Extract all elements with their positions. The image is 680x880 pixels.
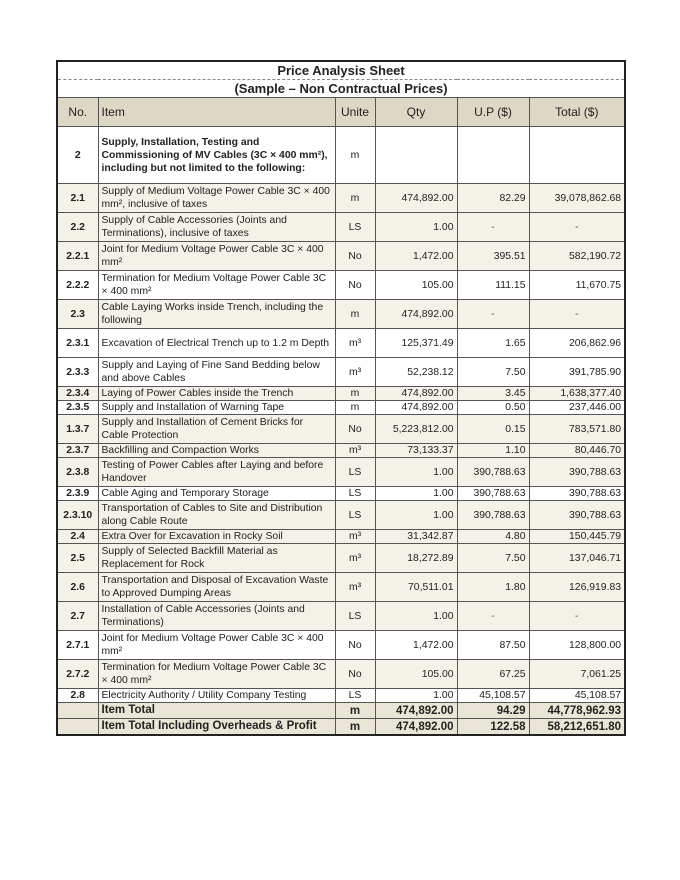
row-unit: No [335,415,375,444]
row-total: 45,108.57 [529,689,625,703]
row-qty: 105.00 [375,271,457,300]
row-total: 390,788.63 [529,487,625,501]
row-unit: LS [335,487,375,501]
row-unit-price: 111.15 [457,271,529,300]
table-row [57,689,625,703]
row-item: Supply and Installation of Warning Tape [98,401,335,415]
row-item: Transportation of Cables to Site and Distribution along Cable Route [98,501,335,530]
row-qty: 1.00 [375,689,457,703]
row-unit-price: 87.50 [457,631,529,660]
row-unit: m³ [335,444,375,458]
row-qty: 474,892.00 [375,300,457,329]
row-unit-price: - [457,213,529,242]
table-row [57,458,625,487]
row-total: 237,446.00 [529,401,625,415]
price-analysis-sheet [56,60,624,736]
item-total-row [57,703,625,719]
total-blank-cell [57,703,98,719]
table-row [57,415,625,444]
table-row [57,242,625,271]
row-no: 2.7.2 [57,660,98,689]
col-header-total: Total ($) [529,98,625,127]
row-unit-price: 0.15 [457,415,529,444]
table-row [57,271,625,300]
table-row [57,660,625,689]
row-qty: 105.00 [375,660,457,689]
table-row [57,387,625,401]
row-no: 2.3.1 [57,329,98,358]
table-row [57,329,625,358]
row-total: 206,862.96 [529,329,625,358]
row-item: Termination for Medium Voltage Power Cable 3C × 400 mm² [98,660,335,689]
row-item: Extra Over for Excavation in Rocky Soil [98,530,335,544]
row-qty: 1.00 [375,602,457,631]
row-unit: No [335,660,375,689]
row-item: Excavation of Electrical Trench up to 1.2 m Depth [98,329,335,358]
row-no: 2.3.5 [57,401,98,415]
row-qty: 73,133.37 [375,444,457,458]
table-row [57,127,625,184]
row-total: 582,190.72 [529,242,625,271]
row-qty: 70,511.01 [375,573,457,602]
row-no: 2.3.7 [57,444,98,458]
row-unit: m [335,184,375,213]
total-amount: 44,778,962.93 [529,703,625,719]
row-unit-price: - [457,602,529,631]
row-qty: 31,342.87 [375,530,457,544]
row-total: 391,785.90 [529,358,625,387]
table-row [57,184,625,213]
row-qty: 18,272.89 [375,544,457,573]
row-unit: LS [335,501,375,530]
col-header-no: No. [57,98,98,127]
row-unit-price [457,127,529,184]
row-item: Supply and Installation of Cement Bricks for Cable Protection [98,415,335,444]
row-no: 2.8 [57,689,98,703]
row-no: 1.3.7 [57,415,98,444]
row-qty: 5,223,812.00 [375,415,457,444]
row-qty: 474,892.00 [375,401,457,415]
row-unit: m [335,387,375,401]
col-header-item: Item [98,98,335,127]
row-no: 2.5 [57,544,98,573]
total-label: Item Total [98,703,335,719]
table-row [57,401,625,415]
row-item: Cable Laying Works inside Trench, including the following [98,300,335,329]
row-unit-price: 395.51 [457,242,529,271]
row-qty: 1.00 [375,458,457,487]
row-unit-price: 45,108.57 [457,689,529,703]
row-qty: 1.00 [375,501,457,530]
row-total: 137,046.71 [529,544,625,573]
row-qty: 125,371.49 [375,329,457,358]
row-qty: 1,472.00 [375,242,457,271]
row-unit: m³ [335,358,375,387]
row-qty: 1,472.00 [375,631,457,660]
row-unit-price: 7.50 [457,544,529,573]
row-item: Joint for Medium Voltage Power Cable 3C × 400 mm² [98,631,335,660]
row-item: Supply of Selected Backfill Material as Replacement for Rock [98,544,335,573]
row-unit-price: 1.65 [457,329,529,358]
table-row [57,530,625,544]
price-table [56,60,626,736]
table-row [57,300,625,329]
row-item: Supply of Cable Accessories (Joints and Terminations), inclusive of taxes [98,213,335,242]
table-row [57,213,625,242]
grand-total-row [57,719,625,736]
row-unit-price: 1.80 [457,573,529,602]
col-header-qty: Qty [375,98,457,127]
row-unit: LS [335,689,375,703]
row-unit-price: 390,788.63 [457,487,529,501]
row-no: 2.3.8 [57,458,98,487]
row-unit: m³ [335,329,375,358]
row-no: 2.2 [57,213,98,242]
row-qty [375,127,457,184]
row-no: 2.2.2 [57,271,98,300]
row-item: Cable Aging and Temporary Storage [98,487,335,501]
row-total: 7,061.25 [529,660,625,689]
row-total: - [529,300,625,329]
row-unit: No [335,631,375,660]
table-row [57,602,625,631]
row-item: Supply of Medium Voltage Power Cable 3C × 400 mm², inclusive of taxes [98,184,335,213]
row-qty: 474,892.00 [375,184,457,213]
row-no: 2.6 [57,573,98,602]
row-unit: m³ [335,573,375,602]
table-row [57,444,625,458]
row-item: Electricity Authority / Utility Company Testing [98,689,335,703]
row-item: Laying of Power Cables inside the Trench [98,387,335,401]
total-qty: 474,892.00 [375,719,457,736]
row-unit: m³ [335,544,375,573]
row-total: 1,638,377.40 [529,387,625,401]
row-item: Transportation and Disposal of Excavation Waste to Approved Dumping Areas [98,573,335,602]
total-blank-cell [57,719,98,736]
row-unit: m³ [335,530,375,544]
row-total: 128,800.00 [529,631,625,660]
row-total: 80,446.70 [529,444,625,458]
row-unit-price: 7.50 [457,358,529,387]
total-qty: 474,892.00 [375,703,457,719]
table-row [57,631,625,660]
row-unit-price: 4.80 [457,530,529,544]
table-row [57,501,625,530]
row-no: 2.3 [57,300,98,329]
row-unit-price: 1.10 [457,444,529,458]
total-unit-price: 122.58 [457,719,529,736]
row-unit-price: 82.29 [457,184,529,213]
row-no: 2 [57,127,98,184]
row-qty: 52,238.12 [375,358,457,387]
row-unit: LS [335,213,375,242]
row-unit: LS [335,458,375,487]
row-unit-price: - [457,300,529,329]
sheet-title: Price Analysis Sheet [57,61,625,80]
total-unit: m [335,719,375,736]
header-row [57,98,625,127]
row-unit: m [335,127,375,184]
row-unit-price: 0.50 [457,401,529,415]
row-unit: m [335,401,375,415]
total-unit-price: 94.29 [457,703,529,719]
row-no: 2.3.3 [57,358,98,387]
total-amount: 58,212,651.80 [529,719,625,736]
row-qty: 1.00 [375,487,457,501]
row-no: 2.3.10 [57,501,98,530]
row-unit: No [335,242,375,271]
row-item: Testing of Power Cables after Laying and before Handover [98,458,335,487]
row-qty: 474,892.00 [375,387,457,401]
total-unit: m [335,703,375,719]
row-item: Supply and Laying of Fine Sand Bedding below and above Cables [98,358,335,387]
row-unit: No [335,271,375,300]
row-no: 2.7 [57,602,98,631]
col-header-unit: Unite [335,98,375,127]
row-total: 783,571.80 [529,415,625,444]
row-total: 390,788.63 [529,458,625,487]
row-total: 126,919.83 [529,573,625,602]
row-item: Joint for Medium Voltage Power Cable 3C × 400 mm² [98,242,335,271]
row-total: 39,078,862.68 [529,184,625,213]
row-unit-price: 390,788.63 [457,501,529,530]
row-no: 2.7.1 [57,631,98,660]
col-header-up: U.P ($) [457,98,529,127]
row-item: Installation of Cable Accessories (Joints and Terminations) [98,602,335,631]
row-item: Backfilling and Compaction Works [98,444,335,458]
row-unit-price: 67.25 [457,660,529,689]
table-row [57,544,625,573]
row-total: 11,670.75 [529,271,625,300]
table-row [57,573,625,602]
row-no: 2.2.1 [57,242,98,271]
row-unit: m [335,300,375,329]
row-item: Termination for Medium Voltage Power Cable 3C × 400 mm² [98,271,335,300]
row-total: 150,445.79 [529,530,625,544]
row-qty: 1.00 [375,213,457,242]
table-row [57,487,625,501]
row-unit: LS [335,602,375,631]
row-unit-price: 3.45 [457,387,529,401]
row-no: 2.4 [57,530,98,544]
row-no: 2.1 [57,184,98,213]
total-label: Item Total Including Overheads & Profit [98,719,335,736]
row-no: 2.3.9 [57,487,98,501]
row-total: 390,788.63 [529,501,625,530]
row-no: 2.3.4 [57,387,98,401]
row-total [529,127,625,184]
row-item: Supply, Installation, Testing and Commissioning of MV Cables (3C × 400 mm²), including but not limited to the following: [98,127,335,184]
row-total: - [529,213,625,242]
sheet-subtitle: (Sample – Non Contractual Prices) [57,80,625,98]
row-unit-price: 390,788.63 [457,458,529,487]
row-total: - [529,602,625,631]
table-row [57,358,625,387]
